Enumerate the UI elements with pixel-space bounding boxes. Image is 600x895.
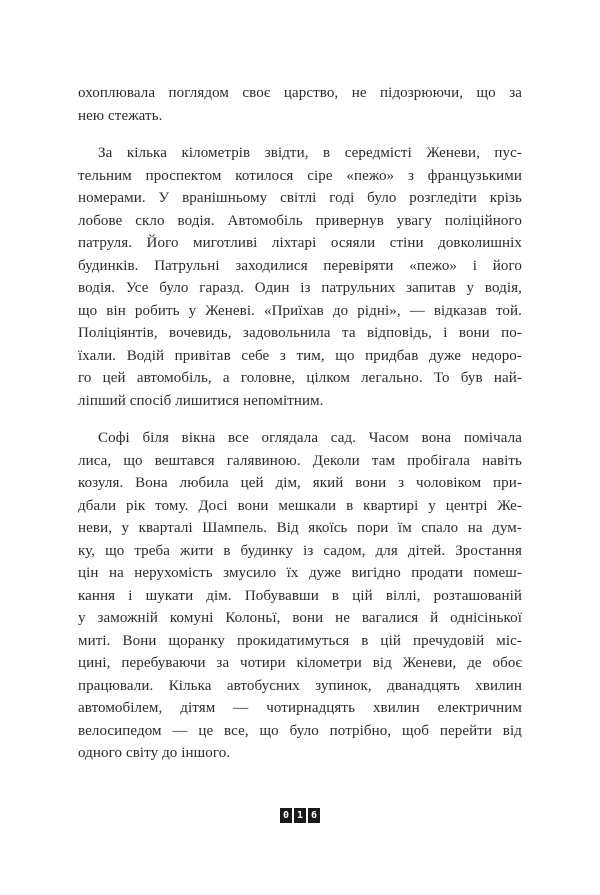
text-line: лобове скло водія. Автомобіль привернув увагу поліційного [78,212,522,229]
text-line: номерами. У вранішньому світлі годі було розгледіти крізь [78,190,522,206]
text-line: козуля. Вона любила цей дім, який вони з чоловіком при- [78,475,522,491]
page-number-digit: 6 [308,808,320,823]
page-number-digit: 1 [294,808,306,823]
text-line: нею стежать. [78,107,163,124]
text-line: що він робить у Женеві. «Приїхав до рідні», — відказав той. [78,302,522,319]
text-line: лиса, що вештався галявиною. Деколи там пробігала навіть [78,452,522,469]
text-line: За кілька кілометрів звідти, в середмісті Женеви, пус- [98,145,522,161]
paragraph [78,82,522,127]
text-line: ку, що треба жити в будинку із садом, для дітей. Зростання [78,542,522,559]
page-number-digit: 0 [280,808,292,823]
text-line: Софі біля вікна все оглядала сад. Часом вона помічала [98,430,522,446]
text-line: будинків. Патрульні заходилися перевіряти «пежо» і його [78,257,522,274]
text-line: охоплювала поглядом своє царство, не підозрюючи, що за [78,85,522,101]
text-line: цині, перебуваючи за чотири кілометри від Женеви, де обоє [78,655,522,671]
text-line: у заможній комуні Колоньї, вони не вагалися й однісінької [78,610,522,626]
text-line: кання і шукати дім. Побувавши в цій віллі, розташованій [78,587,522,604]
text-line: цін на нерухомість змусило їх дуже вигідно продати помеш- [78,565,522,581]
text-line: миті. Вони щоранку прокидатимуться в цій пречудовій міс- [78,632,522,649]
text-line: го цей автомобіль, а головне, цілком легально. То був най- [78,370,522,386]
paragraph [78,427,522,765]
paragraph [78,142,522,412]
text-line: працювали. Кілька автобусних зупинок, дванадцять хвилин [78,677,522,694]
text-line: патруля. Його миготливі ліхтарі осяяли стіни довколишніх [78,235,522,251]
text-line: автомобілем, дітям — чотирнадцять хвилин електричним [78,700,522,716]
text-line: ліпший спосіб лишитися непомітним. [78,392,324,409]
text-line: Поліціянтів, вочевидь, задовольнила та відповідь, і вони по- [78,325,522,341]
text-line: велосипедом — це все, що було потрібно, щоб перейти від [78,722,522,739]
text-line: тельним проспектом котилося сіре «пежо» з французькими [78,167,522,184]
page-text-block [78,82,522,765]
text-line: їхали. Водій привітав себе з тим, що придбав дуже недоро- [78,347,522,364]
text-line: дбали рік тому. Досі вони мешкали в квартирі у центрі Же- [78,497,522,514]
text-line: неви, у кварталі Шампель. Від якоїсь пори їм спало на дум- [78,520,522,536]
text-line: одного світу до іншого. [78,745,231,761]
page-number-counter [0,808,600,823]
text-line: водія. Усе було гаразд. Один із патрульних запитав у водія, [78,280,522,296]
